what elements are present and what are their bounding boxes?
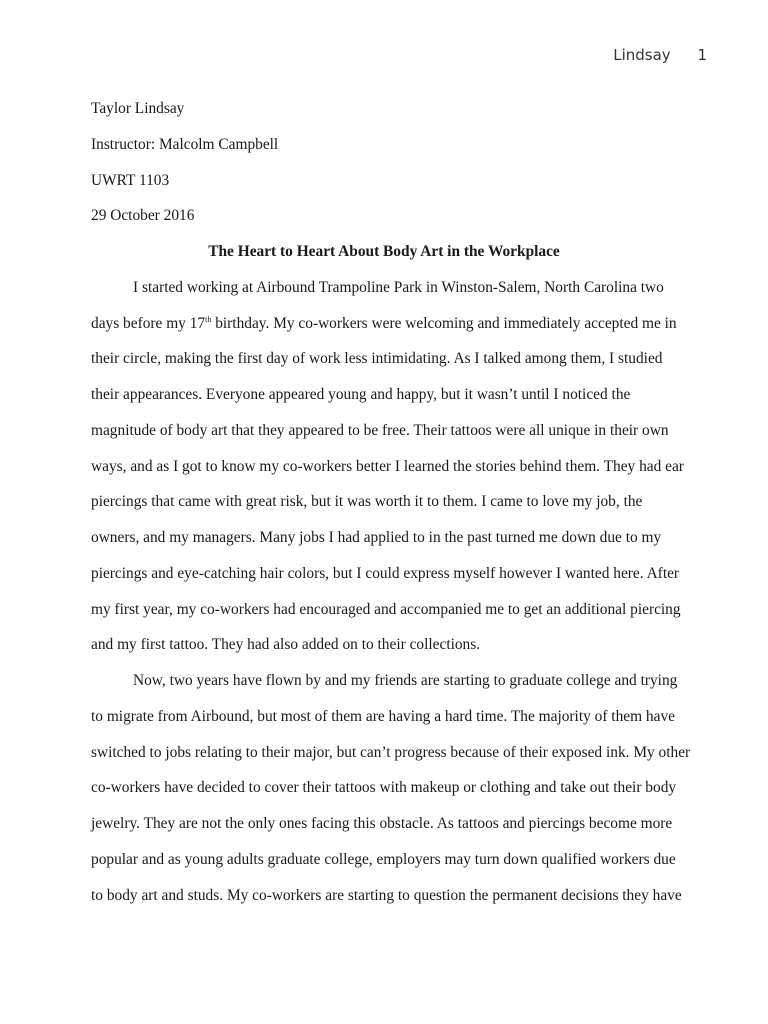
paragraph-line: co-workers have decided to cover their tattoos with makeup or clothing and take out their body (91, 779, 677, 797)
paragraph-line: their appearances. Everyone appeared young and happy, but it wasn’t until I noticed the (91, 386, 631, 403)
paragraph-line: to body art and studs. My co-workers are starting to question the permanent decisions they have (91, 886, 682, 904)
paragraph-line: to migrate from Airbound, but most of them are having a hard time. The majority of them have (91, 707, 675, 725)
date-line: 29 October 2016 (91, 207, 195, 225)
text-run: birthday. My co-workers were welcoming and immediately accepted me in (211, 314, 677, 332)
course-line: UWRT 1103 (91, 171, 170, 189)
paragraph-line: my first year, my co-workers had encouraged and accompanied me to get an additional piercing (91, 600, 681, 618)
paragraph-line: Now, two years have flown by and my friends are starting to graduate college and trying (133, 672, 678, 689)
essay-title: The Heart to Heart About Body Art in the Workplace (208, 243, 560, 260)
paragraph-line: jewelry. They are not the only ones facing this obstacle. As tattoos and piercings become more (91, 815, 673, 832)
paragraph-line: switched to jobs relating to their major, but can’t progress because of their exposed ink. My other (91, 743, 691, 761)
document-body (91, 91, 691, 913)
paragraph-line: their circle, making the first day of work less intimidating. As I talked among them, I studied (91, 350, 663, 368)
paragraph-line: piercings that came with great risk, but it was worth it to them. I came to love my job, the (91, 493, 643, 511)
paragraph-line: I started working at Airbound Trampoline Park in Winston-Salem, North Carolina two (133, 278, 664, 296)
header-page-number: 1 (697, 46, 707, 64)
header-author-surname: Lindsay (613, 46, 671, 64)
ordinal-superscript: th (205, 314, 212, 324)
author-name: Taylor Lindsay (91, 100, 185, 117)
paragraph-1 (91, 270, 691, 663)
paragraph-line: piercings and eye-catching hair colors, but I could express myself however I wanted here. After (91, 564, 680, 582)
text-run: days before my 17 (91, 314, 206, 332)
paragraph-line (91, 306, 691, 342)
paragraph-line: ways, and as I got to know my co-workers better I learned the stories behind them. They had ear (91, 457, 684, 475)
paragraph-line: magnitude of body art that they appeared to be free. Their tattoos were all unique in their own (91, 421, 669, 439)
paragraph-2 (91, 663, 691, 913)
running-header (613, 46, 707, 64)
paragraph-line: owners, and my managers. Many jobs I had applied to in the past turned me down due to my (91, 529, 662, 546)
paragraph-line: and my first tattoo. They had also added on to their collections. (91, 636, 481, 654)
instructor-line: Instructor: Malcolm Campbell (91, 135, 279, 153)
paragraph-line: popular and as young adults graduate college, employers may turn down qualified workers due (91, 850, 676, 868)
